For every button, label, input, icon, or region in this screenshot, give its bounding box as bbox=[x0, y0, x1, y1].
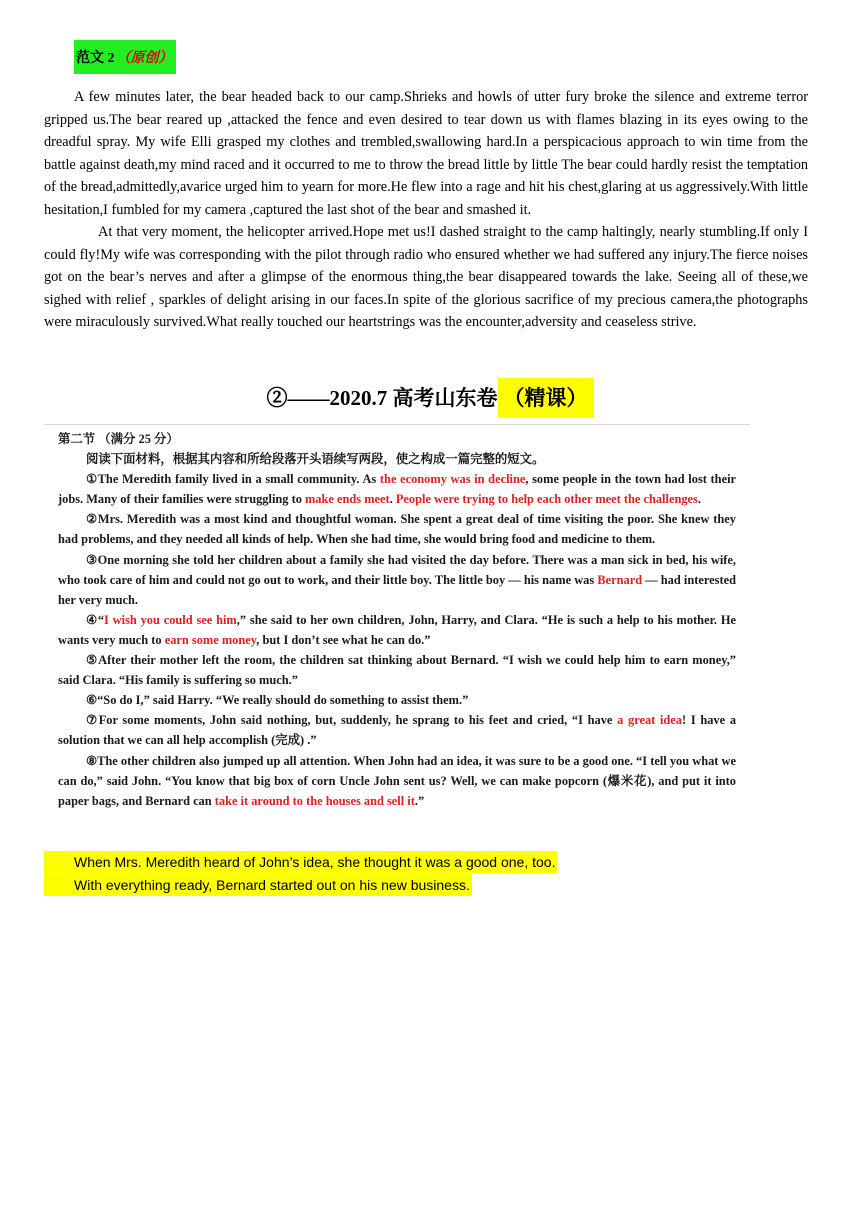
exam-section-title: 第二节 （满分 25 分） bbox=[58, 432, 179, 446]
highlighted-phrase: take it around to the houses and sell it bbox=[214, 793, 415, 808]
highlighted-phrase: make ends meet bbox=[304, 492, 390, 507]
section-heading-title: ②——2020.7 高考山东卷 bbox=[266, 386, 498, 410]
exam-paragraph-7 bbox=[58, 710, 736, 750]
exam-paragraph-6 bbox=[58, 690, 736, 710]
exam-text-run: ①The Meredith family lived in a small community. As bbox=[86, 472, 380, 487]
essay-paragraph-2: At that very moment, the helicopter arrived.Hope met us!I dashed straight to the camp haltingly, nearly stumbling.If only I could fly!My wife was corresponding with the pilot through radio who ensured whether we had suffered any injury.The fierce noises got on the bear’s nerves and after a glimpse of the enormous thing,the bear disappeared towards the lake. Seeing all of these,we sighed with relief , sparkles of delight arising in our faces.In spite of the glorious sacrifice of my precious camera,the photographs were miraculously survived.What really touched our heartstrings was the encounter,adversity and ceaseless strive. bbox=[44, 224, 808, 330]
exam-paragraph-1 bbox=[58, 469, 736, 509]
continuation-line-2: With everything ready, Bernard started out on his new business. bbox=[44, 874, 472, 896]
exam-text-run: ⑦For some moments, John said nothing, but, suddenly, he sprang to his feet and cried, “I have bbox=[86, 713, 618, 728]
exam-paragraph-2 bbox=[58, 509, 736, 549]
exam-text-run: .” bbox=[414, 793, 425, 808]
exam-paragraph-8 bbox=[58, 751, 736, 811]
essay-paragraph-1: A few minutes later, the bear headed back to our camp.Shrieks and howls of utter fury broke the silence and extreme terror gripped us.The bear reared up ,attacked the fence and even desired to tear down us with flames blazing in its eyes owing to the dreadful spray. My wife Elli grasped my clothes and trembled,swallowing hard.In a perspicacious approach to win time from the battle against death,my mind raced and it occurred to me to throw the bread little by little The bear could hardly resist the temptation of the bread,admittedly,avarice urged him to yearn for more.He flew into a rage and hit his chest,glaring at us aggressively.With little hesitation,I fumbled for my camera ,captured the last shot of the bear and smashed it. bbox=[44, 89, 808, 218]
exam-text-run: ,” she said to her own children, John, Harry, and Clara. “He is such a help to his mother. He wants very much to bbox=[58, 612, 736, 647]
exam-text-run: — had interested her very much. bbox=[58, 572, 737, 607]
exam-text-run: ! I have a solution that we can all help accomplish (完成) .” bbox=[58, 713, 737, 748]
exam-paragraph-5 bbox=[58, 650, 736, 690]
essay-tag-note: （原创） bbox=[116, 51, 173, 66]
exam-paragraph-4 bbox=[58, 610, 736, 650]
highlighted-phrase: People were trying to help each other meet the challenges bbox=[395, 492, 698, 507]
exam-text-run: ②Mrs. Meredith was a most kind and thoughtful woman. She spent a great deal of time visiting the poor. She knew they had problems, and they needed all kinds of help. When she had time, she would bring food and medicine to them. bbox=[58, 512, 736, 547]
exam-paragraph-3 bbox=[58, 550, 736, 610]
exam-text-run: , some people in the town had lost their jobs. Many of their families were struggling to bbox=[58, 472, 737, 507]
exam-text-run: ⑥“So do I,” said Harry. “We really should do something to assist them.” bbox=[86, 693, 469, 708]
continuation-line-1: When Mrs. Meredith heard of John’s idea, she thought it was a good one, too. bbox=[44, 851, 557, 873]
exam-text-run: ⑧The other children also jumped up all attention. When John had an idea, it was sure to be a good one. “I tell you what we can do,” said John. “You know that big box of corn Uncle John sent us? Well, we can make popcorn (爆米花), and put it into paper bags, and Bernard can bbox=[58, 753, 736, 808]
exam-text-run: . bbox=[389, 492, 396, 507]
exam-passage-text bbox=[58, 429, 736, 811]
essay-tag-label: 范文 2 bbox=[76, 51, 115, 66]
sample-essay bbox=[44, 86, 808, 334]
exam-text-run: ⑤After their mother left the room, the children sat thinking about Bernard. “I wish we could help him to earn money,” said Clara. “His family is suffering so much.” bbox=[58, 653, 736, 688]
highlighted-phrase: the economy was in decline bbox=[379, 472, 526, 487]
section-heading-highlight: （精课） bbox=[498, 378, 594, 418]
highlighted-phrase: a great idea bbox=[617, 713, 683, 728]
section-heading bbox=[0, 378, 860, 418]
exam-text-run: , but I don’t see what he can do.” bbox=[256, 632, 431, 647]
essay-tag bbox=[74, 40, 176, 74]
highlighted-phrase: Bernard bbox=[597, 572, 643, 587]
highlighted-phrase: I wish you could see him bbox=[104, 612, 237, 627]
highlighted-phrase: earn some money bbox=[164, 632, 257, 647]
exam-instruction: 阅读下面材料，根据其内容和所给段落开头语续写两段，使之构成一篇完整的短文。 bbox=[86, 452, 545, 467]
exam-text-run: ③One morning she told her children about a family she had visited the day before. There was a man sick in bed, his wife, who took care of him and could not go out to work, and their little boy. The little boy — his name was bbox=[58, 552, 736, 587]
exam-text-run: . bbox=[697, 492, 701, 507]
exam-passage-image bbox=[44, 424, 750, 853]
exam-text-run: ④“ bbox=[86, 612, 105, 627]
